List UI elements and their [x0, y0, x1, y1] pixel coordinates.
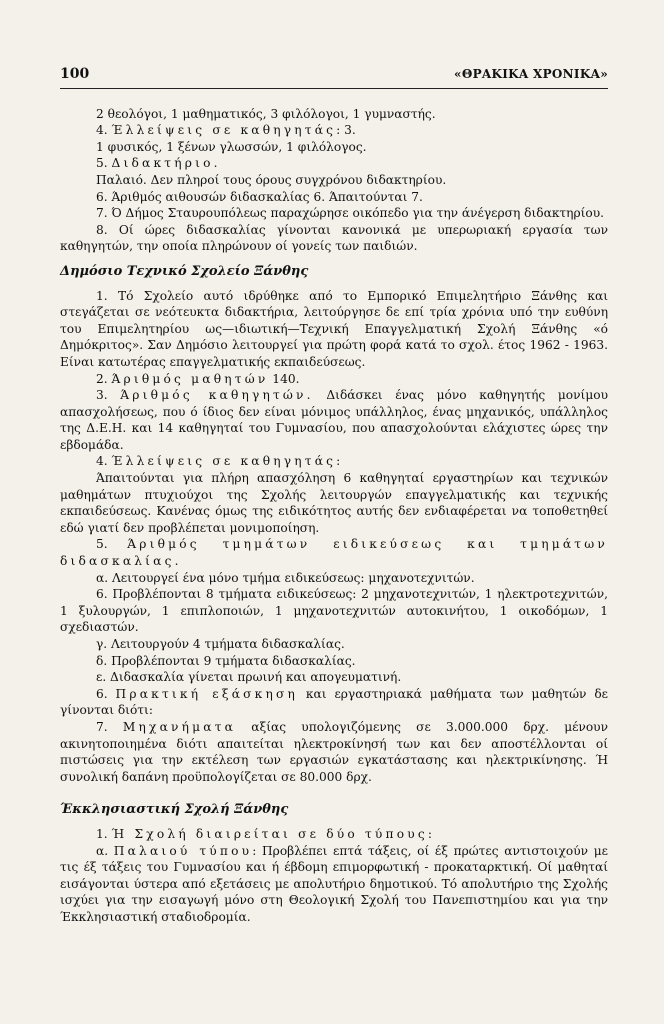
paragraph: [60, 155, 608, 172]
paragraph: 7. Ό Δήμος Σταυρουπόλεως παραχώρησε οικόπεδο για την άνέγερση διδακτηρίου.: [96, 206, 605, 221]
paragraph: 8. Οί ώρες διδασκαλίας γίνονται κανονικά με υπερωριακή εργασία των καθηγητών, την οποία πληρώνουν οί γονείς των παιδιών.: [60, 222, 608, 254]
paragraph: [60, 387, 608, 453]
paragraph: Άπαιτούνται για πλήρη απασχόληση 6 καθηγηταί εργαστηρίων και τεχνικών μαθημάτων πτυχιούχοι της Σχολής λειτουργών επαγγελματικής και τεχνικής εκπαιδεύσεως. Κανένας όμως της ειδικότητος αυτής δεν ενδιαφέρεται να τοποθετηθεί εδώ γιατί δεν προβλέπεται μονιμοποίηση.: [60, 471, 608, 535]
text-run: Διδάσκει ένας μόνο καθηγητής μονίμου απασχολήσεως, που ό ίδιος δεν είναι μόνιμος υπάλληλος, ένας μηχανικός, υπάλληλος της Δ.Ε.Η. και 14 καθηγηταί του Γυμνασίου, που απασχολούνται ελάχιστες ώρες την εβδομάδα.: [60, 388, 608, 452]
section-heading: Δημόσιο Τεχνικό Σχολείο Ξάνθης: [60, 263, 309, 279]
item-number: 5.: [96, 537, 128, 552]
spacer: [60, 785, 608, 793]
spaced-term: Έλλείψεις σε καθηγητάς: [111, 123, 337, 138]
item-number: 3.: [96, 388, 121, 403]
spaced-term: Άριθμός τμημάτων ειδικεύσεως και τμημάτων διδασκαλίας.: [60, 537, 608, 569]
spaced-term: Πρακτική εξάσκηση: [115, 686, 299, 701]
spaced-term: Ή Σχολή διαιρείται σε δύο τύπους: [111, 826, 428, 841]
paragraph: [60, 371, 608, 388]
spaced-term: Άριθμός καθηγητών.: [120, 388, 314, 403]
spaced-term: Παλαιού τύπου: [113, 843, 253, 858]
item-number: 1.: [96, 826, 112, 841]
paragraph: 1 φυσικός, 1 ξένων γλωσσών, 1 φιλόλογος.: [96, 139, 367, 154]
item-number: 6.: [96, 686, 116, 701]
section-technical-school: [60, 288, 608, 786]
paragraph: α. Λειτουργεί ένα μόνο τμήμα ειδικεύσεως: μηχανοτεχνιτών.: [96, 570, 475, 585]
paragraph: [60, 122, 608, 139]
text-run: :: [427, 826, 433, 841]
paragraph: δ. Προβλέπονται 9 τμήματα διδασκαλίας.: [96, 653, 356, 668]
item-number: 4.: [96, 454, 112, 469]
journal-title: «ΘΡΑΚΙΚΑ ΧΡΟΝΙΚΑ»: [454, 67, 608, 81]
paragraph: Παλαιό. Δεν πληροί τους όρους συγχρόνου διδακτηρίου.: [96, 172, 447, 187]
paragraph: [60, 536, 608, 569]
spaced-term: Μηχανήματα: [122, 719, 237, 734]
item-number: 2.: [96, 371, 112, 386]
paragraph: 6. Άριθμός αιθουσών διδασκαλίας 6. Άπαιτούνται 7.: [96, 189, 423, 204]
paragraph: [60, 843, 608, 926]
text-run: :: [336, 454, 341, 469]
spaced-term: Διδακτήριο.: [111, 156, 221, 171]
item-number: 7.: [96, 719, 123, 734]
paragraph: [60, 719, 608, 785]
item-number: 4.: [96, 123, 112, 138]
text-run: 140.: [268, 371, 300, 386]
text-run: : 3.: [336, 123, 356, 138]
document-page: [60, 66, 608, 926]
paragraph: [60, 453, 608, 470]
paragraph: 1. Τό Σχολείο αυτό ιδρύθηκε από το Εμπορικό Επιμελητήριο Ξάνθης και στεγάζεται σε νεότευκτα διδακτήρια, λειτούργησε δε επί τρία χρόνια υπό την ευθύνη του Επιμελητηρίου ως—ιδιωτική—Τεχνική Επαγγελματική Σχολή Ξάνθης «ό Δημόκριτος». Σαν Δημόσιο λειτουργεί για πρώτη φορά κατά το σχολ. έτος 1962 - 1963. Είναι κατωτέρας επαγγελματικής εκπαιδεύσεως.: [60, 288, 608, 369]
paragraph: [60, 686, 608, 719]
text-run: αξίας υπολογιζόμενης σε 3.000.000 δρχ. μένουν ακινητοποιημένα διότι απαιτείται ηλεκτροκίνησή των και δεν αποστέλλονται οί πιστώσεις για την εκτέλεση των εργασιών εγκατάστασης και ηλεκτρικίνησης. Ή συνολική δαπάνη προϋπολογίζεται σε 80.000 δρχ.: [60, 719, 608, 784]
paragraph: ε. Διδασκαλία γίνεται πρωινή και απογευματινή.: [96, 670, 402, 685]
page-header: [60, 66, 608, 89]
item-number: 5.: [96, 156, 112, 171]
top-list: [60, 106, 608, 255]
paragraph: 6. Προβλέπονται 8 τμήματα ειδικεύσεως: 2 μηχανοτεχνιτών, 1 ηλεκτροτεχνιτών, 1 ξυλουργών, 1 επιπλοποιών, 1 μηχανοτεχνιτών αυτοκινήτου, 1 οικοδόμων, 1 σχεδιαστών.: [60, 587, 608, 635]
paragraph: γ. Λειτουργούν 4 τμήματα διδασκαλίας.: [96, 637, 345, 651]
text-run: : Προβλέπει επτά τάξεις, οί έξ πρώτες αντιστοιχούν με τις έξ τάξεις του Γυμνασίου και ή έβδομη επιμορφωτική - προκαταρκτική. Οί μαθηταί εισάγονται ύστερα από εξετάσεις με απολυτήριο δημοτικού. Τό απολυτήριο της Σχολής ισχύει για την εισαγωγή μόνο στη Θεολογική Σχολή του Πανεπιστημίου και για την Έκκλησιαστική σταδιοδρομία.: [60, 843, 608, 924]
page-number: 100: [60, 66, 90, 82]
paragraph: 2 θεολόγοι, 1 μαθηματικός, 3 φιλόλογοι, 1 γυμναστής.: [96, 106, 436, 121]
item-number: α.: [96, 843, 114, 858]
section-heading: Έκκλησιαστική Σχολή Ξάνθης: [60, 802, 289, 818]
spaced-term: Έλλείψεις σε καθηγητάς: [111, 454, 337, 469]
section-ecclesiastical-school: [60, 826, 608, 926]
paragraph: [60, 826, 608, 843]
spaced-term: Άριθμός μαθητών: [111, 371, 269, 386]
text-run: και εργαστηριακά μαθήματα των μαθητών δε γίνονται διότι:: [60, 686, 608, 718]
